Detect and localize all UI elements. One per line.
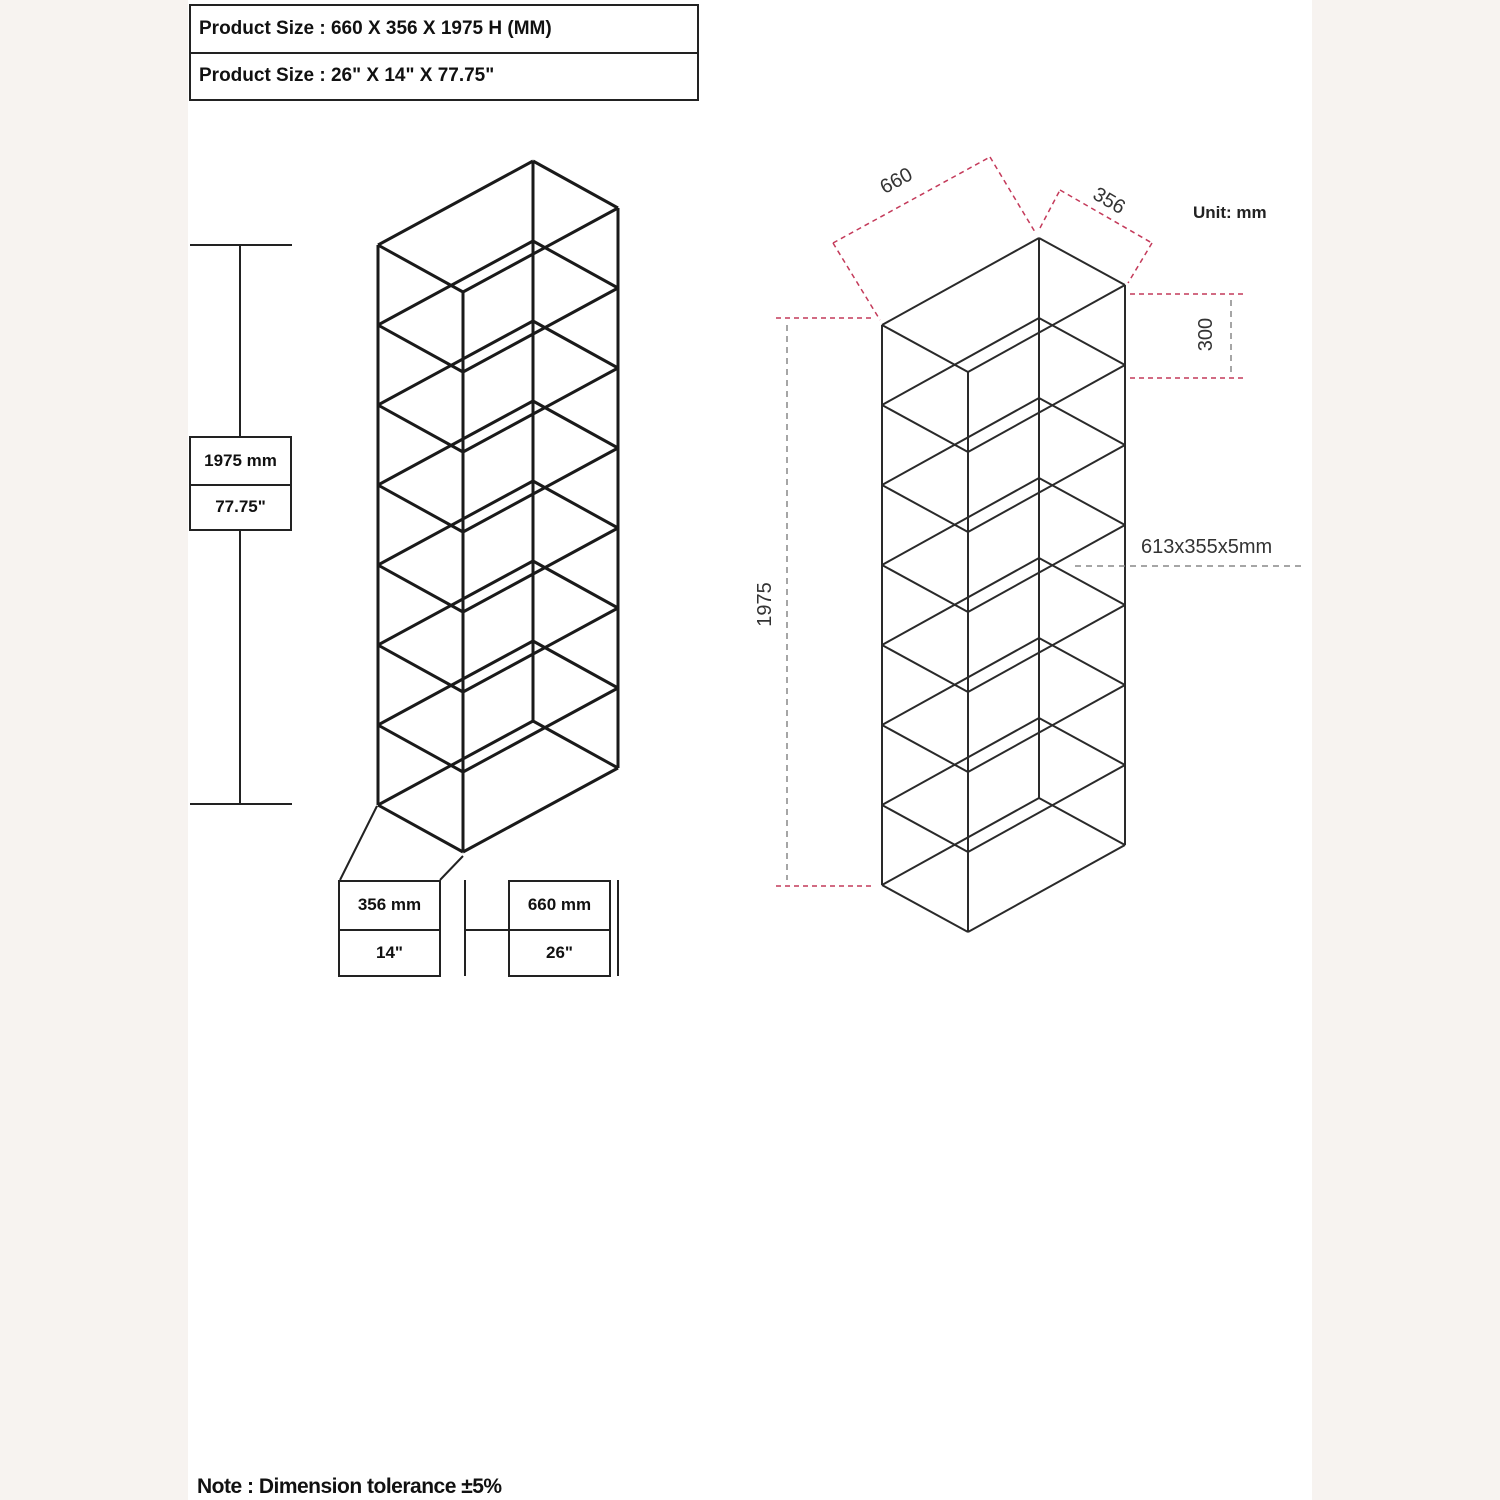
left-shelf-right-3 [463,528,618,612]
left-shelf-front-0 [378,805,463,852]
right-shelf-right-7 [968,285,1125,372]
right-shelf-right-3 [968,605,1125,692]
unit-label: Unit: mm [1193,203,1267,222]
right-shelf-left-1 [882,718,1039,805]
tolerance-note: Note : Dimension tolerance ±5% [197,1475,502,1498]
left-shelf-left-2 [378,561,533,645]
left-depth-box [338,880,441,977]
shelf-spacing-label: 300 [1195,317,1218,352]
product-size-mm: Product Size : 660 X 356 X 1975 H (MM) [199,18,552,39]
depth-mm-label: 356 mm [357,895,422,915]
right-shelf-left-5 [882,398,1039,485]
right-shelf-front-1 [882,805,968,852]
right-shelf-left-0 [882,798,1039,885]
right-shelf-back-7 [1039,238,1125,285]
right-shelf-front-7 [882,325,968,372]
height-mm-label: 1975 mm [204,450,277,470]
right-shelf-right-4 [968,525,1125,612]
left-shelf-right-1 [463,688,618,772]
right-shelf-front-2 [882,725,968,772]
depth-inch-label: 14" [340,929,439,976]
right-shelf-left-3 [882,558,1039,645]
right-shelf-right-6 [968,365,1125,452]
right-shelf-left-7 [882,238,1039,325]
left-bookshelf-frame [378,161,618,852]
left-shelf-left-3 [378,481,533,565]
left-shelf-front-1 [378,725,463,772]
right-shelf-right-1 [968,765,1125,852]
right-depth-label: 356 [1088,183,1129,219]
right-shelf-front-3 [882,645,968,692]
left-shelf-right-4 [463,448,618,532]
width-inch-label: 26" [510,929,609,976]
left-shelf-front-6 [378,325,463,372]
right-bookshelf-frame [882,238,1125,932]
right-shelf-front-5 [882,485,968,532]
right-shelf-front-4 [882,565,968,612]
left-shelf-left-7 [378,161,533,245]
right-guide-lines [787,300,1305,880]
left-shelf-right-7 [463,208,618,292]
right-height-label: 1975 [753,582,776,627]
right-shelf-left-6 [882,318,1039,405]
width-mm-label: 660 mm [527,895,592,915]
right-shelf-right-5 [968,445,1125,532]
right-shelf-front-0 [882,885,968,932]
glass-size-label: 613x355x5mm [1141,536,1273,558]
left-shelf-right-0 [463,768,618,852]
left-shelf-front-5 [378,405,463,452]
height-inch-label: 77.75" [191,484,290,530]
right-dimension-lines [776,157,1243,886]
left-shelf-front-4 [378,485,463,532]
left-shelf-back-7 [533,161,618,208]
left-shelf-left-1 [378,641,533,725]
right-shelf-right-0 [968,845,1125,932]
left-shelf-left-6 [378,241,533,325]
left-shelf-front-3 [378,565,463,612]
product-size-inches: Product Size : 26" X 14" X 77.75" [191,52,697,98]
left-shelf-right-2 [463,608,618,692]
left-width-box [508,880,611,977]
left-shelf-left-5 [378,321,533,405]
left-shelf-left-4 [378,401,533,485]
left-height-box [189,436,292,531]
right-shelf-left-2 [882,638,1039,725]
left-shelf-front-2 [378,645,463,692]
left-shelf-left-0 [378,721,533,805]
right-shelf-right-2 [968,685,1125,772]
left-shelf-front-7 [378,245,463,292]
left-shelf-right-5 [463,368,618,452]
left-shelf-right-6 [463,288,618,372]
right-width-label: 660 [876,163,917,199]
right-shelf-front-6 [882,405,968,452]
right-shelf-left-4 [882,478,1039,565]
